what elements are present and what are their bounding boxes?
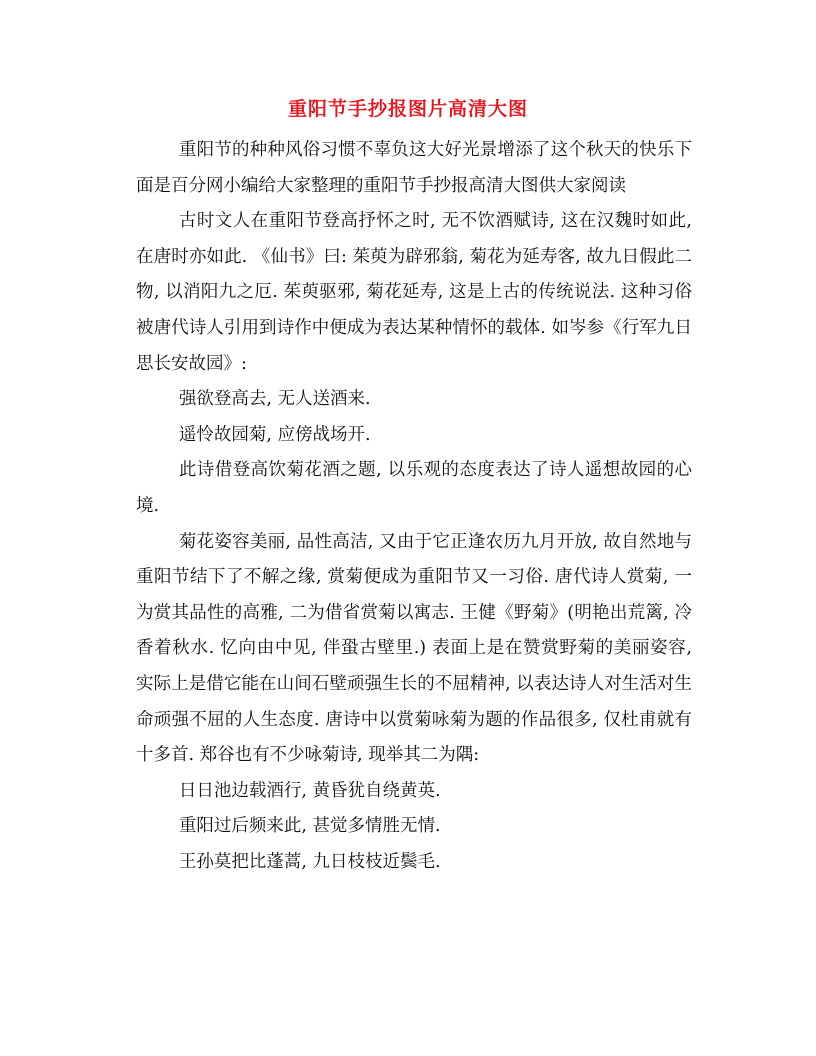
- poem-line: 遥怜故园菊, 应傍战场开.: [178, 424, 371, 445]
- body-paragraph: 此诗借登高饮菊花酒之题, 以乐观的态度表达了诗人遥想故园的心境.: [136, 460, 692, 516]
- document-body: [136, 133, 692, 880]
- intro-paragraph: 重阳节的种种风俗习惯不辜负这大好光景增添了这个秋天的快乐下面是百分网小编给大家整理的重阳节手抄报高清大图供大家阅读: [136, 140, 692, 196]
- poem-line: 王孙莫把比蓬蒿, 九日枝枝近鬓毛.: [178, 851, 441, 872]
- document-title: 重阳节手抄报图片高清大图: [287, 98, 528, 120]
- body-paragraph: 菊花姿容美丽, 品性高洁, 又由于它正逢农历九月开放, 故自然地与重阳节结下了不解之缘, 赏菊便成为重阳节又一习俗. 唐代诗人赏菊, 一为赏其品性的高雅, 二为借省赏菊以寓志. 王健《野菊》(明艳出荒篱, 冷香着秋水. 忆向由中见, 伴蛩古壁里.) 表面上是在赞赏野菊的美丽姿容, 实际上是借它能在山间石壁顽强生长的不屈精神, 以表达诗人对生活对生命顽强不屈的人生态度. 唐诗中以赏菊咏菊为题的作品很多, 仅杜甫就有十多首. 郑谷也有不少咏菊诗, 现举其二为隅:: [136, 531, 692, 766]
- poem-line: 强欲登高去, 无人送酒来.: [178, 389, 371, 410]
- poem-line: 日日池边载酒行, 黄昏犹自绕黄英.: [178, 780, 441, 801]
- poem-line: 重阳过后频来此, 甚觉多情胜无情.: [178, 816, 441, 837]
- body-paragraph: 古时文人在重阳节登高抒怀之时, 无不饮酒赋诗, 这在汉魏时如此, 在唐时亦如此. 《仙书》曰: 茱萸为辟邪翁, 菊花为延寿客, 故九日假此二物, 以消阳九之厄. 茱萸驱邪, 菊花延寿, 这是上古的传统说法. 这种习俗被唐代诗人引用到诗作中便成为表达某种情怀的载体. 如岑参《行军九日思长安故园》:: [136, 211, 692, 374]
